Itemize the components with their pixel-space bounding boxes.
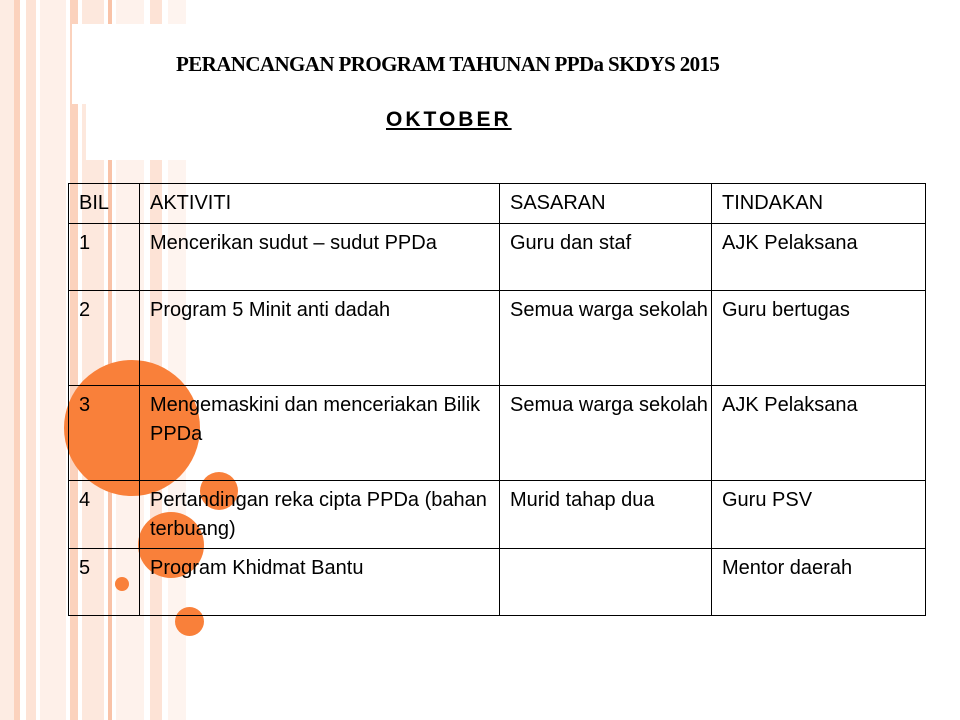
cell-bil: 1: [69, 224, 140, 291]
cell-tindakan: Guru PSV: [712, 481, 926, 549]
program-table-container: [68, 183, 926, 616]
table-row: [69, 549, 926, 616]
cell-sasaran: Semua warga sekolah: [500, 291, 712, 386]
stripe: [26, 0, 36, 720]
table-header-row: [69, 184, 926, 224]
cell-aktiviti: Program Khidmat Bantu: [140, 549, 500, 616]
program-table: [68, 183, 926, 616]
cell-aktiviti: Mencerikan sudut – sudut PPDa: [140, 224, 500, 291]
cell-bil: 5: [69, 549, 140, 616]
table-row: [69, 224, 926, 291]
stripe: [14, 0, 20, 720]
stripe: [40, 0, 66, 720]
cell-tindakan: Guru bertugas: [712, 291, 926, 386]
cell-sasaran: Murid tahap dua: [500, 481, 712, 549]
cell-bil: 2: [69, 291, 140, 386]
cell-aktiviti: Program 5 Minit anti dadah: [140, 291, 500, 386]
table-row: [69, 481, 926, 549]
month-heading: OKTOBER: [386, 108, 512, 131]
cell-aktiviti: Mengemaskini dan menceriakan Bilik PPDa: [140, 386, 500, 481]
header-tindakan: TINDAKAN: [712, 184, 926, 224]
cell-aktiviti: Pertandingan reka cipta PPDa (bahan terbuang): [140, 481, 500, 549]
cell-tindakan: Mentor daerah: [712, 549, 926, 616]
cell-bil: 4: [69, 481, 140, 549]
table-row: [69, 291, 926, 386]
header-bil: BIL: [69, 184, 140, 224]
cell-sasaran: [500, 549, 712, 616]
cell-bil: 3: [69, 386, 140, 481]
cell-sasaran: Semua warga sekolah: [500, 386, 712, 481]
page-title: PERANCANGAN PROGRAM TAHUNAN PPDa SKDYS 2015: [176, 52, 720, 76]
table-row: [69, 386, 926, 481]
header-aktiviti: AKTIVITI: [140, 184, 500, 224]
cell-sasaran: Guru dan staf: [500, 224, 712, 291]
cell-tindakan: AJK Pelaksana: [712, 386, 926, 481]
stripe: [0, 0, 14, 720]
header-sasaran: SASARAN: [500, 184, 712, 224]
title-backing-panel: [86, 104, 960, 160]
cell-tindakan: AJK Pelaksana: [712, 224, 926, 291]
